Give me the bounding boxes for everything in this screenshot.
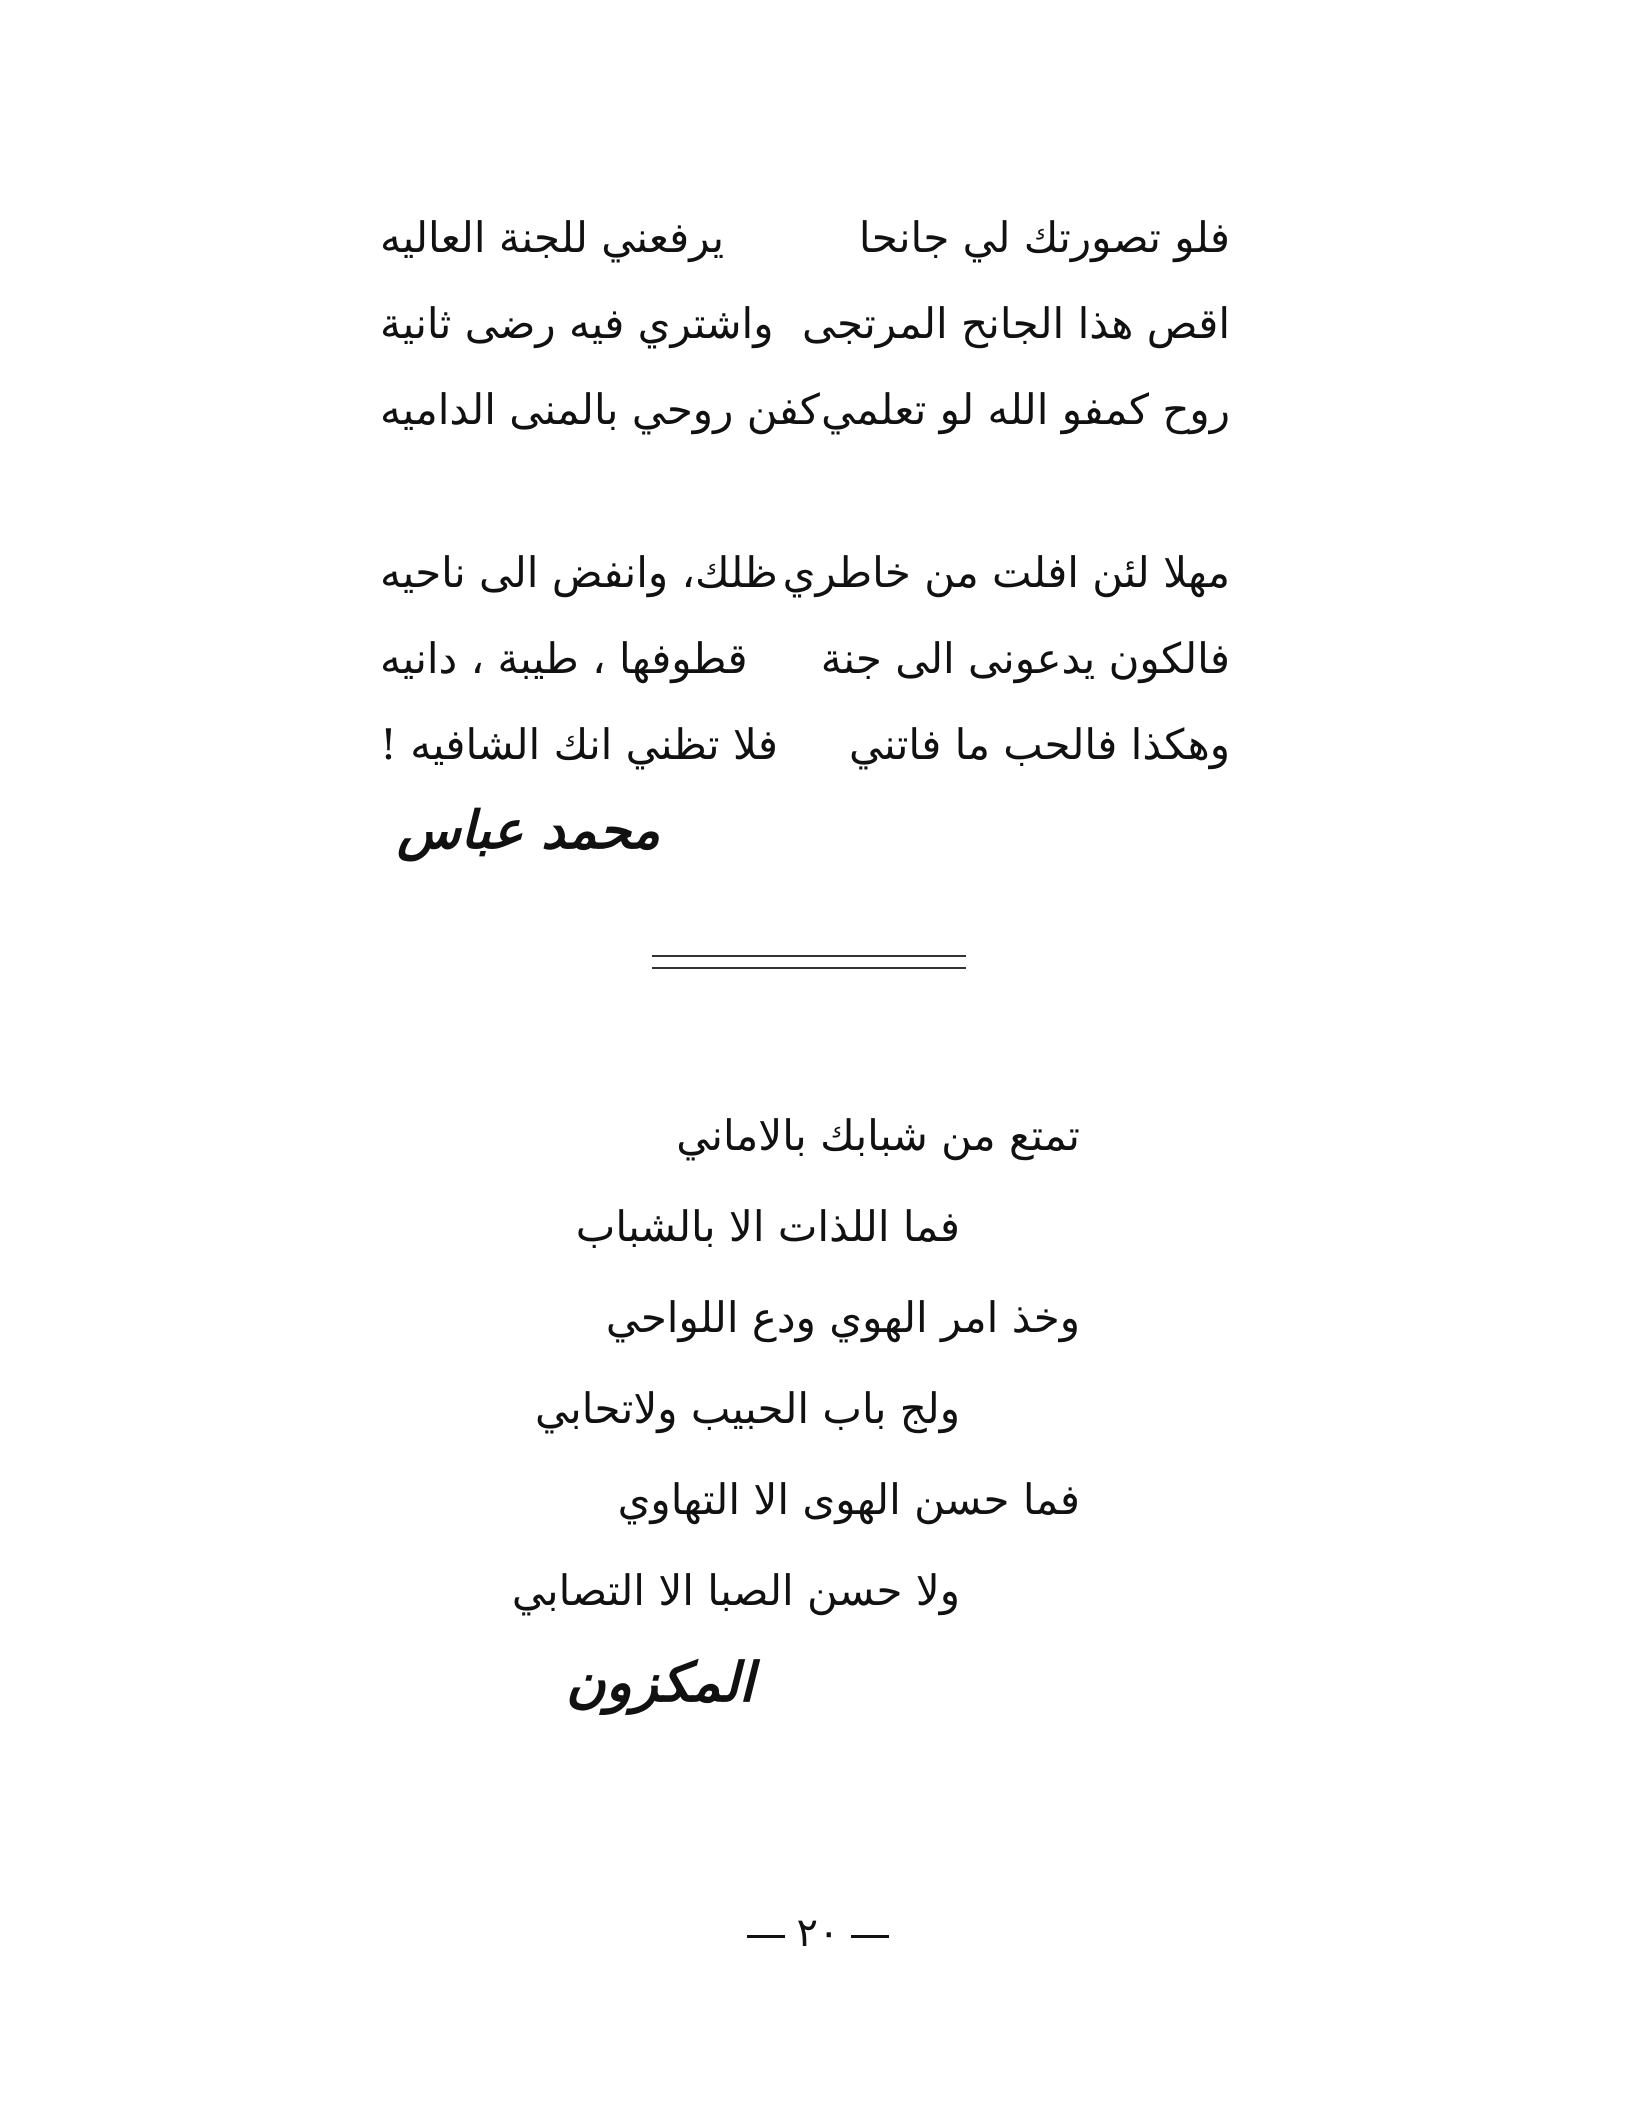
hemistich-second: قطوفها ، طيبة ، دانيه [380, 634, 748, 683]
hemistich-first: مهلا لئن افلت من خاطري [782, 548, 1230, 597]
dash-right [747, 1935, 785, 1938]
couplet [380, 702, 1230, 788]
page-number-value: ٢٠ [796, 1910, 840, 1956]
couplet [380, 530, 1230, 616]
couplet [380, 195, 1230, 281]
poem-stanza-1 [380, 195, 1230, 453]
couplet [380, 281, 1230, 367]
poem-2 [511, 1090, 1080, 1636]
hemistich-second: فلا تظني انك الشافيه ! [380, 720, 778, 769]
hemistich-second: واشتري فيه رضى ثانية [380, 299, 774, 348]
hemistich-second: كفن روحي بالمنى الداميه [380, 385, 820, 434]
hemistich-first: اقص هذا الجانح المرتجى [801, 299, 1230, 348]
couplet [380, 367, 1230, 453]
section-divider [652, 955, 966, 969]
poem-line: وخذ امر الهوي ودع اللواحي [605, 1293, 1080, 1342]
page-number [718, 1910, 918, 1956]
poem-line: فما اللذات الا بالشباب [575, 1202, 960, 1251]
hemistich-first: فلو تصورتك لي جانحا [858, 213, 1230, 262]
couplet [380, 616, 1230, 702]
hemistich-first: روح كمفو الله لو تعلمي [821, 385, 1230, 434]
hemistich-first: فالكون يدعونى الى جنة [820, 634, 1230, 683]
poem-line: ولج باب الحبيب ولاتحابي [535, 1384, 960, 1433]
author-signature-1: محمد عباس [397, 800, 660, 861]
author-signature-2: المكزون [565, 1650, 755, 1714]
poem-stanza-2 [380, 530, 1230, 788]
poem-line: فما حسن الهوى الا التهاوي [617, 1475, 1080, 1524]
poem-line: تمتع من شبابك بالاماني [676, 1111, 1080, 1160]
hemistich-second: ظلك، وانفض الى ناحيه [380, 548, 778, 597]
poem-line: ولا حسن الصبا الا التصابي [511, 1566, 960, 1615]
hemistich-first: وهكذا فالحب ما فاتني [849, 720, 1230, 769]
dash-left [851, 1935, 889, 1938]
hemistich-second: يرفعني للجنة العاليه [380, 213, 725, 262]
